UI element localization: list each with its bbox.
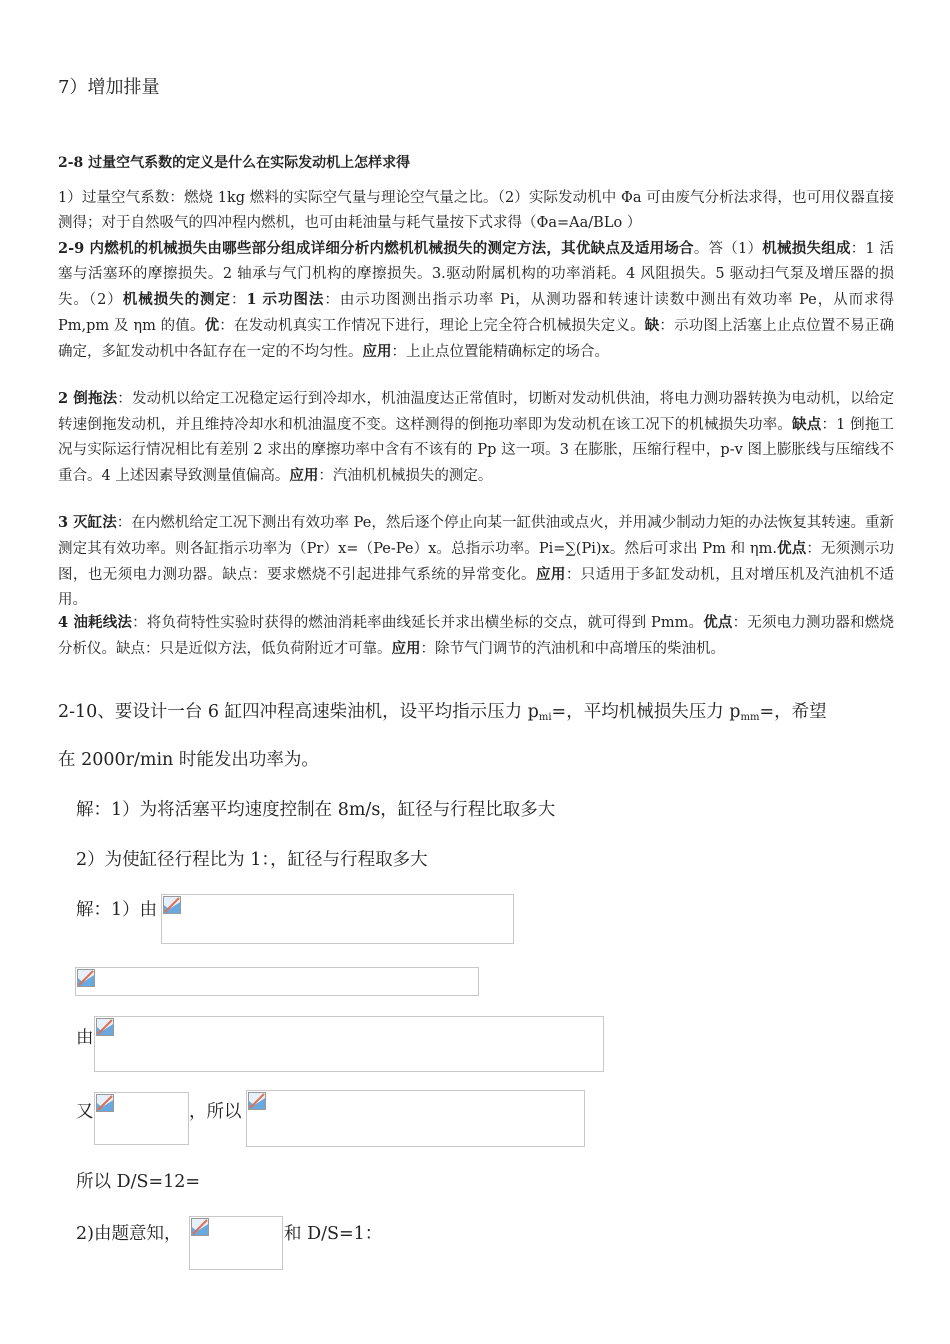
method-4-adv-label: 优点 bbox=[703, 614, 733, 631]
broken-image-formula-3 bbox=[94, 1016, 604, 1072]
method-3-adv: ：无须测示功图，也无须电力测功器。缺点：要求燃烧不引起进排气系统的异常变化。 bbox=[58, 541, 895, 583]
method-4-adv: ：无须电力测功器和燃烧分析仪。缺点：只是近似方法，低负荷附近才可靠。 bbox=[58, 615, 894, 657]
method-2-app: ：汽油机机械损失的测定。 bbox=[318, 468, 493, 484]
method-1-label: 1 示功图法 bbox=[246, 291, 325, 308]
method-1-app: ：上止点位置能精确标定的场合。 bbox=[391, 344, 609, 360]
method-4-block bbox=[58, 610, 894, 662]
broken-image-formula-5 bbox=[246, 1090, 585, 1147]
method-3-app-label: 应用 bbox=[535, 566, 566, 583]
answer-intro: 。答（1） bbox=[693, 241, 763, 257]
method-2-block bbox=[58, 386, 894, 489]
question-2-8-answer: 1）过量空气系数：燃烧 1kg 燃料的实际空气量与理论空气量之比。（2）实际发动机中 Φa 可由废气分析法求得，也可用仪器直接测得；对于自然吸气的四冲程内燃机，也可由耗油量与耗气量按下式求得（Φa=Aa/BLo ） bbox=[58, 190, 894, 231]
method-4-text: ：将负荷特性实验时获得的燃油消耗率曲线延长并求出横坐标的交点，就可得到 Pmm。 bbox=[132, 615, 704, 631]
method-3-adv-label: 优点 bbox=[776, 540, 807, 557]
broken-image-icon bbox=[191, 1218, 209, 1236]
method-1-text: ：由示功图测出指示功率 Pi，从测功器和转速计读数中测出有效功率 Pe，从而求得 Pm,pm 及 ηm 的值。 bbox=[58, 292, 895, 334]
q210-line1-b: =，平均机械损失压力 p bbox=[551, 702, 741, 722]
method-4-label: 4 油耗线法 bbox=[58, 614, 133, 631]
broken-image-icon bbox=[248, 1092, 266, 1110]
broken-image-icon bbox=[96, 1094, 114, 1112]
question-2-9-block: 2-9 内燃机的机械损失由哪些部分组成详细分析内燃机机械损失的测定方法，其优缺点及适用场合。答（1）机械损失组成：1 活塞与活塞环的摩擦损失。2 轴承与气门机构的摩擦损失。3.驱动附属机构的功率消耗。4 风阻损失。5 驱动扫气泵及增压器的损失。（2）机械损失的测定：1 示功图法：由示功图测出指示功率 Pi，从测功器和转速计读数中测出有效功率 Pe，从而求得 Pm,pm 及 ηm 的值。优：在发动机真实工作情况下进行，理论上完全符合机械损失定义。缺：示功图上活塞上止点位置不易正确确定，多缸发动机中各缸存在一定的不均匀性。应用：上止点位置能精确标定的场合。 bbox=[58, 240, 895, 360]
composition-text: ：1 活塞与活塞环的摩擦损失。2 轴承与气门机构的摩擦损失。3.驱动附属机构的功率消耗。4 风阻损失。5 驱动扫气泵及增压器的损失。（2） bbox=[58, 241, 895, 308]
subscript-mm: mm bbox=[740, 712, 760, 723]
broken-image-formula-2 bbox=[75, 967, 479, 996]
q210-line1-c: =，希望 bbox=[759, 702, 827, 722]
question-2-10-line2: 在 2000r/min 时能发出功率为。 bbox=[58, 750, 319, 770]
method-2-dis: ：1 倒拖工况与实际运行情况相比有差别 2 求出的摩擦功率中含有不该有的 Pp 这一项。3 在膨胀，压缩行程中，p-v 图上膨胀线与压缩线不重合。4 上述因素导致测量值偏高。 bbox=[58, 417, 895, 484]
method-2-dis-label: 缺点 bbox=[792, 416, 822, 433]
method-1-dis: ：示功图上活塞上止点位置不易正确确定，多缸发动机中各缸存在一定的不均匀性。 bbox=[58, 318, 894, 360]
result-line: 所以 D/S=12= bbox=[76, 1172, 201, 1192]
broken-image-formula-6 bbox=[189, 1216, 283, 1270]
solution-1-label: 解：1）由 bbox=[76, 900, 158, 920]
broken-image-formula-1 bbox=[161, 894, 514, 944]
method-2-text: ：发动机以给定工况稳定运行到冷却水，机油温度达正常值时，切断对发动机供油，将电力测功器转换为电动机，以给定转速倒拖发动机，并且维持冷却水和机油温度不变。这样测得的倒拖功率即为发动机在该工况下的机械损失功率。 bbox=[58, 391, 895, 433]
broken-image-icon bbox=[163, 896, 181, 914]
ask-2: 2）为使缸径行程比为 1：，缸径与行程取多大 bbox=[76, 850, 428, 870]
method-2-app-label: 应用 bbox=[289, 467, 319, 484]
method-3-app: ：只适用于多缸发动机，且对增压机及汽油机不适用。 bbox=[58, 567, 895, 608]
question-2-10-line1 bbox=[58, 700, 827, 730]
item-7: 7）增加排量 bbox=[58, 77, 160, 98]
question-2-8-title: 2-8 过量空气系数的定义是什么在实际发动机上怎样求得 bbox=[58, 155, 411, 171]
q210-line1-a: 2-10、要设计一台 6 缸四冲程高速柴油机，设平均指示压力 p bbox=[58, 702, 539, 722]
broken-image-icon bbox=[77, 969, 95, 987]
method-2-label: 2 倒拖法 bbox=[58, 390, 118, 407]
solution-2-label: 2)由题意知， bbox=[76, 1224, 182, 1244]
method-3-block bbox=[58, 510, 894, 613]
method-1-adv-label: 优 bbox=[204, 317, 220, 334]
method-1-dis-label: 缺 bbox=[644, 317, 660, 334]
method-3-label: 3 灭缸法 bbox=[58, 514, 117, 531]
and-ds-label: 和 D/S=1： bbox=[284, 1224, 383, 1244]
method-1-adv: ：在发动机真实工作情况下进行，理论上完全符合机械损失定义。 bbox=[219, 318, 645, 334]
question-2-9-title: 2-9 内燃机的机械损失由哪些部分组成详细分析内燃机机械损失的测定方法，其优缺点及适用场合 bbox=[58, 240, 694, 257]
ask-1: 解：1）为将活塞平均速度控制在 8m/s，缸径与行程比取多大 bbox=[76, 800, 556, 820]
you2-label: 又 bbox=[76, 1102, 94, 1122]
subscript-mi: mi bbox=[538, 712, 552, 723]
broken-image-icon bbox=[96, 1018, 114, 1036]
broken-image-formula-4 bbox=[94, 1092, 189, 1145]
method-1-app-label: 应用 bbox=[362, 343, 392, 360]
you-label: 由 bbox=[76, 1028, 94, 1048]
composition-label: 机械损失组成 bbox=[762, 240, 851, 257]
method-3-text: ：在内燃机给定工况下测出有效功率 Pe，然后逐个停止向某一缸供油或点火，并用减少制动力矩的办法恢复其转速。重新测定其有效功率。则各缸指示功率为（Pr）x=（Pe-Pe）x。总指示功率。Pi=∑(Pi)x。然后可求出 Pm 和 ηm. bbox=[58, 515, 894, 557]
method-4-app-label: 应用 bbox=[391, 640, 421, 657]
method-4-app: ：除节气门调节的汽油机和中高增压的柴油机。 bbox=[420, 641, 725, 657]
measure-label: 机械损失的测定 bbox=[122, 291, 231, 308]
suoyi-label: ，所以 bbox=[189, 1102, 242, 1122]
